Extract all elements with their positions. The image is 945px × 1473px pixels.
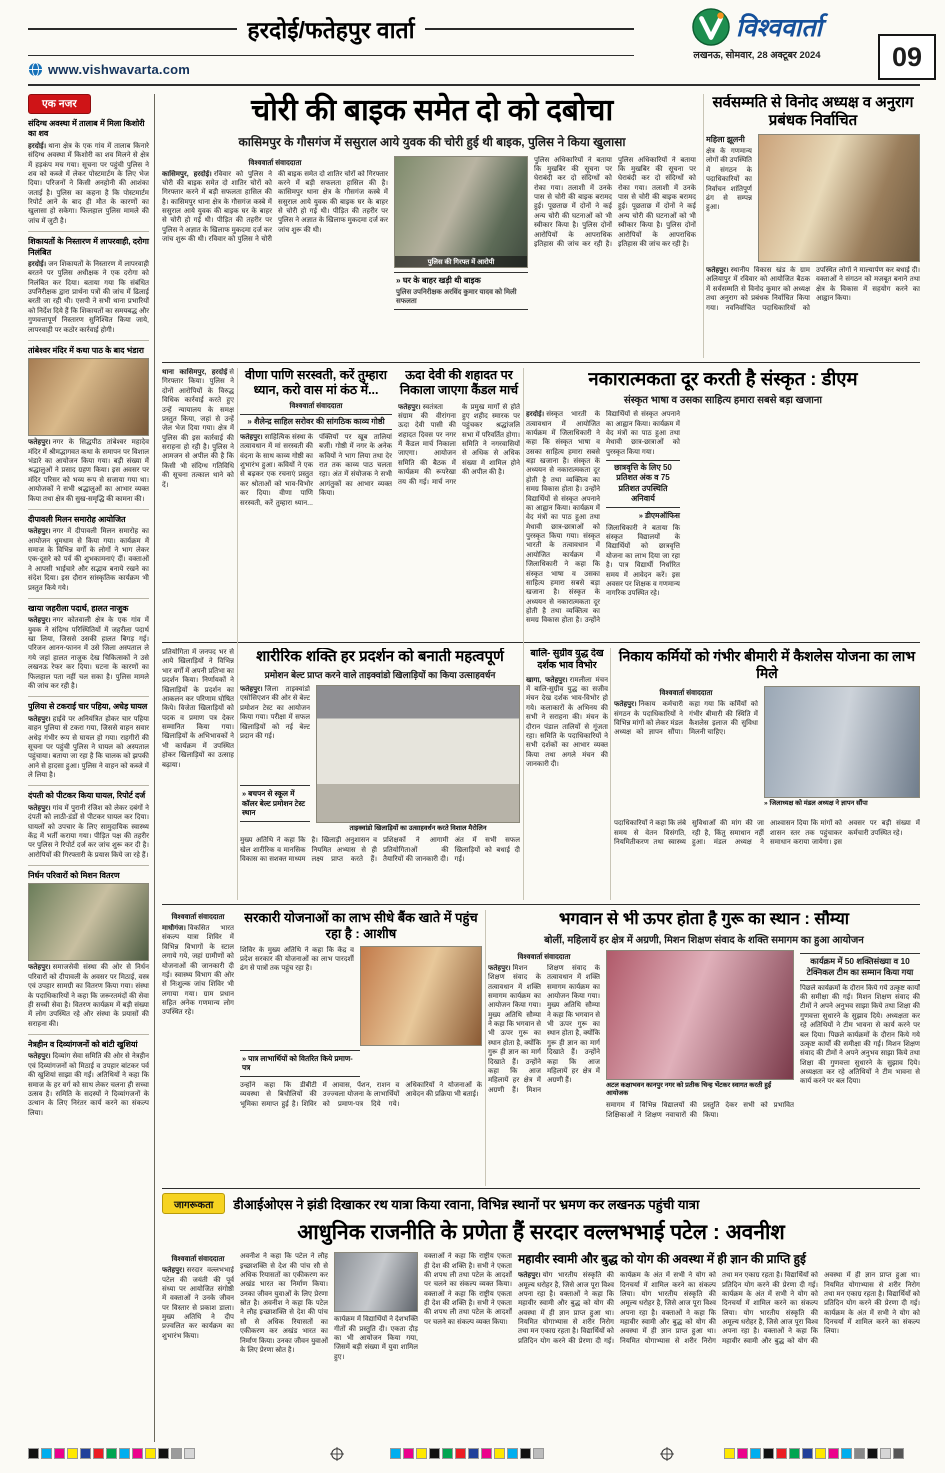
news-brief: [28, 791, 149, 866]
uda-devi-dateline: फतेहपुर।: [398, 403, 421, 411]
yojna-grid: [162, 910, 482, 1176]
patel-body-mid: कार्यक्रम में विद्यार्थियों ने देशभक्ति गीतों की प्रस्तुति दी। एकता दौड़ का भी आयोजन किया गया, जिसमें बड़ी संख्या में युवा शामिल हुए।: [334, 1316, 418, 1361]
sanskrit-dateline: हरदोई।: [526, 411, 545, 419]
news-brief: [28, 119, 149, 232]
brief-dateline: फतेहपुर।: [28, 804, 51, 812]
website-url: www.vishwavarta.com: [48, 61, 191, 77]
brand-block: [642, 8, 872, 61]
brief-dateline: फतेहपुर।: [28, 964, 51, 972]
registration-target-icon: [330, 1447, 344, 1461]
brief-photo: [28, 883, 149, 961]
bali-dateline: खागा, फतेहपुर।: [526, 676, 568, 684]
uda-devi-body: स्वतंत्रता संग्राम की वीरांगना ऊदा देवी पासी की शहादत दिवस पर नगर में कैंडल मार्च निकाला जाएगा। आयोजन समिति की बैठक में कार्यक्रम की रूपरेखा तय की गई। मार्च नगर के प्रमुख मार्गों से होते हुए शहीद स्मारक पर पहुंचकर श्रद्धांजलि सभा में परिवर्तित होगा। समिति ने नगरवासियों से अधिक से अधिक संख्या में शामिल होने की अपील की है।: [398, 403, 520, 486]
guru-photo-cell: [606, 950, 794, 1168]
guru-story: [488, 910, 920, 1186]
nikay-photo-caption: » जिलाध्यक्ष को मंडल अध्यक्ष ने ज्ञापन सौंपा: [764, 800, 868, 808]
brief-headline: दीपावली मिलन समारोह आयोजित: [28, 514, 126, 524]
lead-jump-bold: थाना कासिमपुर, हरदोई: [162, 369, 228, 376]
news-brief: [28, 702, 149, 786]
brief-dateline: फतेहपुर।: [28, 439, 51, 447]
lead-right-columns: [534, 156, 696, 362]
masthead-divider-2: [28, 84, 920, 86]
lead-dateline: कासिमपुर, हरदोई।: [162, 170, 212, 178]
yojna-body: शिविर के मुख्य अतिथि ने कहा कि केंद्र व प्रदेश सरकार की योजनाओं का लाभ पारदर्शी ढंग से पात्रों तक पहुंच रहा है।: [240, 946, 354, 973]
sanskrit-deck: संस्कृत भाषा व उसका साहित्य हमारा सबसे बड़ा खजाना: [623, 395, 823, 407]
section-rule: [162, 362, 920, 363]
taekwondo-photo: [316, 685, 520, 823]
yojna-quote-box: [240, 1050, 360, 1077]
patel-photo: [334, 1252, 418, 1312]
patel-column-2: [240, 1252, 328, 1438]
yojna-side-column: [162, 910, 234, 1176]
nikay-byline: विश्ववार्ता संवाददाता: [659, 688, 713, 698]
lead-headline: चोरी की बाइक समेत दो को दबोचा: [251, 94, 613, 127]
patel-sub-dateline: फतेहपुर।: [518, 1272, 541, 1280]
yojna-headline: सरकारी योजनाओं का लाभ सीधे बैंक खाते में पहुंच रहा है : आशीष: [244, 910, 478, 941]
patel-story: [162, 1220, 920, 1438]
election-photo-row: [706, 134, 920, 262]
taekwondo-body: जिला ताइक्वांडो एसोसिएशन की ओर से बेल्ट प्रमोशन टेस्ट का आयोजन किया गया। परीक्षा में सफल खिलाड़ियों को नई बेल्ट प्रदान की गई।: [240, 686, 310, 740]
yojna-bottom-columns: [240, 1081, 482, 1155]
lead-body-2: पुलिस अधिकारियों ने बताया कि मुखबिर की सूचना पर घेराबंदी कर दो संदिग्धों को रोका गया। तलाशी में उनके पास से चोरी की बाइक बरामद हुई। पूछताछ में दोनों ने कई अन्य चोरी की घटनाओं को भी स्वीकार किया है। पुलिस दोनों आरोपियों के आपराधिक इतिहास की जांच कर रही है। पुलिस अधिकारियों ने बताया कि मुखबिर की सूचना पर घेराबंदी कर दो संदिग्धों को रोका गया। तलाशी में उनके पास से चोरी की बाइक बरामद हुई। पूछताछ में दोनों ने कई अन्य चोरी की घटनाओं को भी स्वीकार किया है। पुलिस दोनों आरोपियों के आपराधिक इतिहास की जांच कर रही है।: [534, 156, 696, 248]
lead-photo-cell: [394, 156, 528, 362]
awareness-label: जागरूकता: [162, 1193, 225, 1214]
lead-body-grid: [162, 156, 702, 362]
guru-side-body: पिछले कार्यक्रमों के दौरान किये गये उत्कृष्ट कार्यों की समीक्षा की गई। मिशन शिक्षण संवाद की टीमों ने अपने अनुभव साझा किये तथा शिक्षा की गुणवत्ता सुधारने के सुझाव दिये। अध्यक्षता कर रहे अतिथियों ने टीम भावना से कार्य करने पर बल दिया। पिछले कार्यक्रमों के दौरान किये गये उत्कृष्ट कार्यों की समीक्षा की गई। मिशन शिक्षण संवाद की टीमों ने अपने अनुभव साझा किये तथा शिक्षा की गुणवत्ता सुधारने के सुझाव दिये। अध्यक्षता कर रहे अतिथियों ने टीम भावना से कार्य करने पर बल दिया।: [800, 984, 920, 1086]
sanskrit-body: संस्कृत भारती के तत्वावधान में आयोजित कार्यक्रम में जिलाधिकारी ने कहा कि संस्कृत भाषा व उसका साहित्य हमारा सबसे बड़ा खजाना है। संस्कृत के अध्ययन से नकारात्मकता दूर होती है तथा व्यक्तित्व का समग्र विकास होता है। उन्होंने विद्यार्थियों से संस्कृत अपनाने का आह्वान किया। कार्यक्रम में वेद मंत्रों का पाठ हुआ तथा मेधावी छात्र-छात्राओं को पुरस्कृत किया गया। संस्कृत भारती के तत्वावधान में आयोजित कार्यक्रम में जिलाधिकारी ने कहा कि संस्कृत भाषा व उसका साहित्य हमारा सबसे बड़ा खजाना है। संस्कृत के अध्ययन से नकारात्मकता दूर होती है तथा व्यक्तित्व का समग्र विकास होता है। उन्होंने विद्यार्थियों से संस्कृत अपनाने का आह्वान किया। कार्यक्रम में वेद मंत्रों का पाठ हुआ तथा मेधावी छात्र-छात्राओं को पुरस्कृत किया गया।: [526, 411, 680, 625]
lead-story: [162, 94, 702, 362]
yojna-photo-row: [240, 946, 482, 1046]
guru-body: मिशन शिक्षण संवाद के तत्वावधान में शक्ति समागम कार्यक्रम का आयोजन किया गया। मुख्य अतिथि सौम्या ने कहा कि भगवान से भी ऊपर गुरू का स्थान होता है, क्योंकि गुरू ही ज्ञान का मार्ग दिखाते हैं। उन्होंने कहा कि आज महिलायें हर क्षेत्र में अग्रणी हैं। मिशन शिक्षण संवाद के तत्वावधान में शक्ति समागम कार्यक्रम का आयोजन किया गया। मुख्य अतिथि सौम्या ने कहा कि भगवान से भी ऊपर गुरू का स्थान होता है, क्योंकि गुरू ही ज्ञान का मार्ग दिखाते हैं। उन्होंने कहा कि आज महिलायें हर क्षेत्र में अग्रणी हैं।: [488, 964, 600, 1094]
masthead-rule-left: [28, 28, 237, 30]
veena-story: [240, 368, 392, 638]
lead-jump-body: से गिरफ्तार किया। पुलिस ने दोनों आरोपियों के विरुद्ध विधिक कार्रवाई करते हुए उन्हें न्यायालय के समक्ष प्रस्तुत किया, जहां से उन्हें जेल भेज दिया गया। क्षेत्र में पुलिस की इस कार्रवाई की सराहना हो रही है। पुलिस ने आमजन से अपील की है कि किसी भी संदिग्ध गतिविधि की सूचना तत्काल थाने को दें।: [162, 369, 234, 489]
patel-byline: विश्ववार्ता संवाददाता: [171, 1254, 225, 1264]
taekwondo-story: [240, 648, 520, 900]
patel-grid: [162, 1252, 920, 1438]
election-story: [706, 94, 920, 358]
election-dateline: फतेहपुर।: [706, 267, 729, 274]
nikay-bottom-columns: [614, 819, 920, 887]
guru-side-column: [800, 950, 920, 1168]
registration-marks: [390, 1448, 544, 1459]
sanskrit-columns: [526, 410, 920, 632]
awareness-headline: डीआईओएस ने झंडी दिखाकर रथ यात्रा किया रवाना, विभिन्न स्थानों पर भ्रमण कर लखनऊ पहुंची यात्रा: [233, 1196, 700, 1212]
brand-name: विश्ववार्ता: [735, 14, 822, 42]
masthead-rule-right: [425, 28, 634, 30]
bali-story: [526, 648, 608, 900]
guru-grid: [488, 950, 920, 1168]
taekwondo-quote-box: [240, 785, 310, 822]
sanskrit-subhead-source: » डीएमऑफिस: [638, 510, 680, 520]
taekwondo-photo-row: [240, 685, 520, 833]
column-rule: [523, 368, 524, 900]
briefs-column-title: एक नजर: [28, 94, 91, 114]
patel-dateline: फतेहपुर।: [162, 1267, 185, 1275]
uda-devi-headline: ऊदा देवी की शहादत पर निकाला जाएगा कैंडल मार्च: [399, 368, 519, 398]
yojna-side-body: विकसित भारत संकल्प यात्रा शिविर में विभिन्न विभागों के स्टाल लगाये गये, जहां ग्रामीणों को योजनाओं की जानकारी दी गई। स्वास्थ्य विभाग की ओर से निःशुल्क जांच शिविर भी लगाया गया। ग्राम प्रधान सहित अनेक गणमान्य लोग उपस्थित रहे।: [162, 925, 234, 1017]
bali-headline: बालि- सुग्रीव युद्ध देख दर्शक भाव विभोर: [530, 648, 604, 672]
lead-photo: [394, 156, 528, 268]
brief-headline: दंपती को पीटकर किया घायल, रिपोर्ट दर्ज: [28, 791, 146, 801]
brief-headline: पुलिया से टकराई चार पहिया, अधेड़ घायल: [28, 702, 148, 712]
guru-dateline: फतेहपुर।: [488, 964, 511, 972]
nikay-photo-cell: [764, 686, 920, 816]
patel-sub-headline: महावीर स्वामी और बुद्ध को योग की अवस्था में ही ज्ञान की प्राप्ति हुई: [518, 1252, 806, 1267]
globe-icon: [28, 62, 43, 77]
column-rule: [703, 94, 704, 358]
guru-headline: भगवान से भी ऊपर होता है गुरू का स्थान : सौम्या: [558, 910, 850, 928]
election-side-body: क्षेत्र के गणमान्य लोगों की उपस्थिति में संगठन के पदाधिकारियों का निर्वाचन शांतिपूर्ण ढंग से सम्पन्न हुआ।: [706, 148, 752, 212]
election-body: स्थानीय विकास खंड के ग्राम अलियापुर में रविवार को आयोजित बैठक में सर्वसम्मति से विनोद कुमार को अध्यक्ष तथा अनुराग को प्रबंधक निर्वाचित किया गया। नवनिर्वाचित पदाधिकारियों को उपस्थित लोगों ने माल्यार्पण कर बधाई दी। वक्ताओं ने संगठन को मजबूत बनाने तथा क्षेत्र के विकास में सहयोग करने का आह्वान किया।: [706, 267, 920, 312]
taekwondo-photo-caption: ताइक्वांडो खिलाड़ियों का उत्साहवर्धन करते विशाल मैरोलिन: [349, 825, 487, 832]
brief-dateline: फतेहपुर।: [28, 1053, 51, 1061]
election-crosshead: महिला झूलनी: [706, 135, 745, 144]
bali-body: रामलीला मंचन में बालि-सुग्रीव युद्ध का सजीव मंचन देख दर्शक भाव-विभोर हो गये। कलाकारों के अभिनय की सभी ने सराहना की। मंचन के दौरान पंडाल तालियों से गूंजता रहा। समिति के पदाधिकारियों ने सभी दर्शकों का आभार व्यक्त किया तथा अगले मंचन की जानकारी दी।: [526, 676, 608, 769]
brief-body: दिव्यांग सेवा समिति की ओर से नेत्रहीन एवं दिव्यांगजनों को मिठाई व उपहार बांटकर पर्व की खुशियां साझा की गईं। अतिथियों ने कहा कि समाज के हर वर्ग को साथ लेकर चलना ही सच्चा उत्सव है। समिति के सदस्यों ने दिव्यांगजनों के उत्थान के लिए निरंतर कार्य करने का संकल्प लिया।: [28, 1053, 149, 1117]
brief-body: थाना क्षेत्र के एक गांव में तालाब किनारे संदिग्ध अवस्था में किशोरी का शव मिलने से क्षेत्र में हड़कंप मच गया। सूचना पर पहुंची पुलिस ने शव को कब्जे में लेकर पोस्टमार्टम के लिए भेज दिया। परिजनों ने किसी अनहोनी की आशंका जताई है। पुलिस का कहना है कि पोस्टमार्टम रिपोर्ट आने के बाद ही मौत के कारणों का खुलासा हो सकेगा। फिलहाल पुलिस मामले की जांच में जुटी है।: [28, 142, 149, 225]
election-photo: [758, 134, 920, 262]
patel-sub-body: योग भारतीय संस्कृति की अमूल्य धरोहर है, जिसे आज पूरा विश्व अपना रहा है। वक्ताओं ने कहा कि महावीर स्वामी और बुद्ध को योग की अवस्था में ही ज्ञान प्राप्त हुआ था। नियमित योगाभ्यास से शरीर निरोग तथा मन एकाग्र रहता है। विद्यार्थियों को प्रतिदिन योग करने की प्रेरणा दी गई। कार्यक्रम के अंत में सभी ने योग को दिनचर्या में शामिल करने का संकल्प लिया। योग भारतीय संस्कृति की अमूल्य धरोहर है, जिसे आज पूरा विश्व अपना रहा है। वक्ताओं ने कहा कि महावीर स्वामी और बुद्ध को योग की अवस्था में ही ज्ञान प्राप्त हुआ था। नियमित योगाभ्यास से शरीर निरोग तथा मन एकाग्र रहता है। विद्यार्थियों को प्रतिदिन योग करने की प्रेरणा दी गई। कार्यक्रम के अंत में सभी ने योग को दिनचर्या में शामिल करने का संकल्प लिया। योग भारतीय संस्कृति की अमूल्य धरोहर है, जिसे आज पूरा विश्व अपना रहा है। वक्ताओं ने कहा कि महावीर स्वामी और बुद्ध को योग की अवस्था में ही ज्ञान प्राप्त हुआ था। नियमित योगाभ्यास से शरीर निरोग तथा मन एकाग्र रहता है। विद्यार्थियों को प्रतिदिन योग करने की प्रेरणा दी गई। कार्यक्रम के अंत में सभी ने योग को दिनचर्या में शामिल करने का संकल्प लिया।: [518, 1272, 920, 1345]
brief-dateline: हरदोई।: [28, 260, 47, 268]
patel-headline: आधुनिक राजनीति के प्रणेता हैं सरदार वल्लभभाई पटेल : अवनीश: [297, 1221, 785, 1244]
brief-dateline: फतेहपुर।: [28, 528, 51, 536]
registration-target-icon: [660, 1447, 674, 1461]
nikay-photo-row: [614, 686, 920, 816]
taekwondo-headline: शारीरिक शक्ति हर प्रदर्शन को बनाती महत्वपूर्ण: [256, 648, 504, 665]
nikay-headline: निकाय कर्मियों को गंभीर बीमारी में कैशलेस योजना का लाभ मिले: [618, 648, 916, 682]
veena-crosshead: » शैलेन्द्र साहिल सरोवर की सांगठिक काव्य गोष्ठी: [240, 414, 392, 430]
news-brief: [28, 346, 149, 510]
guru-byline: विश्ववार्ता संवाददाता: [517, 951, 571, 961]
lead-quote-title: » घर के बाहर खड़ी थी बाइक: [396, 275, 481, 285]
taekwondo-left-cell: [240, 685, 310, 833]
lead-photo-caption: पुलिस की गिरफ्त में आरोपी: [395, 256, 527, 267]
brief-headline: तांबेश्वर मंदिर में कथा पाठ के बाद भंडारा: [28, 345, 144, 355]
veena-headline: वीणा पाणि सरस्वती, करें तुम्हारा ध्यान, करो वास मां कंठ में...: [244, 368, 387, 398]
guru-body-2: समागम में विभिन्न विद्यालयों की शिक्षिकाओं ने शिक्षण नवाचारों की प्रस्तुति देकर सभी को प्रभावित किया।: [606, 1102, 794, 1119]
news-brief: [28, 871, 149, 1035]
brief-dateline: फतेहपुर।: [28, 617, 51, 625]
column-rule: [485, 910, 486, 1186]
sanskrit-story: [526, 368, 920, 638]
patel-sub-story: [518, 1252, 920, 1438]
masthead-divider-1: [28, 55, 634, 56]
edition-dateline: लखनऊ, सोमवार, 28 अक्टूबर 2024: [693, 50, 821, 61]
brief-headline: संदिग्ध अवस्था में तालाब में मिला किशोरी का शव: [28, 119, 145, 139]
veena-dateline: फतेहपुर।: [240, 433, 263, 441]
lead-quote-subtitle: पुलिस उपनिरीक्षक अरविंद कुमार यादव को मिली सफलता: [396, 289, 517, 306]
awareness-band: [162, 1193, 920, 1214]
patel-body-b: अवनीश ने कहा कि पटेल ने लौह इच्छाशक्ति से देश की पांच सौ से अधिक रियासतों का एकीकरण कर अखंड भारत का निर्माण किया। उनका जीवन युवाओं के लिए प्रेरणा स्रोत है। अवनीश ने कहा कि पटेल ने लौह इच्छाशक्ति से देश की पांच सौ से अधिक रियासतों का एकीकरण कर अखंड भारत का निर्माण किया। उनका जीवन युवाओं के लिए प्रेरणा स्रोत है।: [240, 1253, 328, 1354]
patel-column-3: [334, 1252, 418, 1438]
patel-body-c: वक्ताओं ने कहा कि राष्ट्रीय एकता ही देश की शक्ति है। सभी ने एकता की शपथ ली तथा पटेल के आदर्शों पर चलने का संकल्प व्यक्त किया। वक्ताओं ने कहा कि राष्ट्रीय एकता ही देश की शक्ति है। सभी ने एकता की शपथ ली तथा पटेल के आदर्शों पर चलने का संकल्प व्यक्त किया।: [424, 1253, 512, 1326]
website-link[interactable]: [28, 60, 190, 78]
veena-byline: विश्ववार्ता संवाददाता: [289, 400, 343, 410]
uda-devi-story: [398, 368, 520, 638]
lead-deck: कासिमपुर के गौसगंज में ससुराल आये युवक की चोरी हुई थी बाइक, पुलिस ने किया खुलासा: [238, 134, 626, 149]
section-title-row: [28, 12, 634, 46]
news-brief: [28, 604, 149, 697]
brief-body: नगर में दीपावली मिलन समारोह का आयोजन धूमधाम से किया गया। कार्यक्रम में समाज के विभिन्न वर्गों के लोगों ने भाग लेकर एक-दूसरे को पर्व की शुभकामनाएं दीं। वक्ताओं ने आपसी भाईचारे और सद्भाव बनाये रखने का संदेश दिया। इस दौरान सांस्कृतिक कार्यक्रम भी प्रस्तुत किये गये।: [28, 528, 149, 592]
taekwondo-quote: » बचपन से स्कूल में कॉलर बेल्ट प्रमोशन टेस्ट स्थान: [242, 789, 305, 818]
page-number: 09: [878, 34, 936, 80]
nikay-body: निकाय कर्मचारी संगठन के पदाधिकारियों ने विभिन्न मांगों को लेकर मंडल अध्यक्ष को ज्ञापन सौंपा। कहा गया कि कर्मियों को गंभीर बीमारी की स्थिति में कैशलेस इलाज की सुविधा मिलनी चाहिए।: [614, 701, 758, 737]
taekwondo-deck: प्रमोशन बेल्ट प्राप्त करने वाले ताइक्वांडो खिलाड़ियों का किया उत्साहवर्धन: [264, 670, 496, 680]
brief-body: समाजसेवी संस्था की ओर से निर्धन परिवारों को दीपावली के अवसर पर मिठाई, वस्त्र एवं उपहार सामग्री का वितरण किया गया। संस्था के पदाधिकारियों ने कहा कि जरूरतमंदों की सेवा ही सच्ची सेवा है। वितरण कार्यक्रम में बड़ी संख्या में लोग उपस्थित रहे और संस्था के प्रयासों की सराहना की।: [28, 964, 149, 1028]
yojna-byline: विश्ववार्ता संवाददाता: [171, 912, 225, 921]
sanskrit-body-2: जिलाधिकारी ने बताया कि संस्कृत विद्यालयों के विद्यार्थियों को छात्रवृत्ति योजना का लाभ दिया जा रहा है। पात्र विद्यार्थी निर्धारित समय में आवेदन करें। इस अवसर पर शिक्षक व गणमान्य नागरिक उपस्थित रहे।: [606, 524, 680, 598]
lead-quote-box: [394, 272, 528, 311]
brief-body: गांव में पुरानी रंजिश को लेकर दबंगों ने दंपती को लाठी-डंडों से पीटकर घायल कर दिया। घायलों को उपचार के लिए सामुदायिक स्वास्थ्य केंद्र में भर्ती कराया गया। पीड़ित पक्ष की तहरीर पर पुलिस ने रिपोर्ट दर्ज कर जांच शुरू कर दी है। आरोपियों की गिरफ्तारी के प्रयास किये जा रहे हैं।: [28, 804, 149, 859]
taekwondo-photo-cell: [316, 685, 520, 833]
lead-byline: विश्ववार्ता संवाददाता: [248, 157, 302, 167]
sanskrit-headline: नकारात्मकता दूर करती है संस्कृत : डीएम: [588, 368, 858, 389]
brief-headline: शिकायतों के निस्तारण में लापरवाही, दरोगा निलंबित: [28, 237, 149, 257]
brief-body: नगर के सिद्धपीठ तांबेश्वर महादेव मंदिर में श्रीमद्भागवत कथा के समापन पर विशाल भंडारे का आयोजन किया गया। बड़ी संख्या में श्रद्धालुओं ने प्रसाद ग्रहण किया। इस अवसर पर मंदिर परिसर को भव्य रूप से सजाया गया था। आयोजकों ने सभी श्रद्धालुओं का आभार व्यक्त किया तथा क्षेत्र की सुख-समृद्धि की कामना की।: [28, 439, 149, 503]
brief-headline: निर्धन परिवारों को मिशन वितरण: [28, 871, 120, 881]
vishwavarta-logo: [692, 8, 730, 46]
guru-deck: बोलीं, महिलायें हर क्षेत्र में अग्रणी, मिशन शिक्षण संवाद के शक्ति समागम का हुआ आयोजन: [544, 934, 864, 946]
brief-body: नगर कोतवाली क्षेत्र के एक गांव में युवक ने संदिग्ध परिस्थितियों में जहरीला पदार्थ खा लिया, जिससे उसकी हालत बिगड़ गई। परिजन आनन-फानन में उसे जिला अस्पताल ले गये जहां हालत नाजुक देख चिकित्सकों ने उसे लखनऊ रेफर कर दिया। घटना के कारणों का फिलहाल पता नहीं चल सका है। पुलिस मामले की जांच कर रही है।: [28, 617, 149, 690]
nikay-story: [614, 648, 920, 900]
patel-column-4: [424, 1252, 512, 1438]
brief-dateline: फतेहपुर।: [28, 715, 51, 723]
sanskrit-subhead: छात्रवृत्ति के लिए 50 प्रतिशत अंक व 75 प्रतिशत उपस्थिति अनिवार्य: [606, 460, 680, 508]
section-title: हरदोई/फतेहपुर वार्ता: [247, 17, 415, 43]
section-rule: [162, 1188, 920, 1189]
section-rule: [162, 642, 920, 643]
brief-photo: [28, 358, 149, 436]
yojna-quote: » पात्र लाभार्थियों को वितरित किये प्रमाण-पत्र: [242, 1053, 353, 1073]
yojna-photo: [360, 946, 482, 1046]
nikay-body-2: पदाधिकारियों ने कहा कि लंबे समय से वेतन विसंगति, नियमितीकरण तथा स्वास्थ्य सुविधाओं की मांग की जा रही है, किंतु समाधान नहीं हुआ। मंडल अध्यक्ष ने आश्वासन दिया कि मांगों को शासन स्तर तक पहुंचाकर समाधान कराया जायेगा। इस अवसर पर बड़ी संख्या में कर्मचारी उपस्थित रहे।: [614, 820, 920, 846]
brief-headline: खाया जहरीला पदार्थ, हालत नाजुक: [28, 603, 129, 613]
brief-headline: नेत्रहीन व दिव्यांगजनों को बांटी खुशियां: [28, 1040, 138, 1050]
lead-body: रविवार को पुलिस ने चोरी की बाइक समेत दो शातिर चोरों को गिरफ्तार करने में बड़ी सफलता हासिल की है। कासिमपुर थाना क्षेत्र के गौसगंज कस्बे में ससुराल आये युवक की बाइक घर के बाहर से चोरी हो गई थी। पीड़ित की तहरीर पर पुलिस ने अज्ञात के खिलाफ मुकदमा दर्ज कर जांच शुरू की थी। रविवार को पुलिस ने चोरी की बाइक समेत दो शातिर चोरों को गिरफ्तार करने में बड़ी सफलता हासिल की है। कासिमपुर थाना क्षेत्र के गौसगंज कस्बे में ससुराल आये युवक की बाइक घर के बाहर से चोरी हो गई थी। पीड़ित की तहरीर पर पुलिस ने अज्ञात के खिलाफ मुकदमा दर्ज कर जांच शुरू की थी।: [162, 170, 388, 244]
guru-left-column: [488, 950, 600, 1168]
taekwondo-dateline: फतेहपुर।: [240, 686, 263, 693]
guru-photo: [606, 950, 794, 1080]
registration-marks: [724, 1448, 904, 1459]
brief-body: हाईवे पर अनियंत्रित होकर चार पहिया वाहन पुलिया से टकरा गया, जिससे वाहन सवार अधेड़ गंभीर रूप से घायल हो गया। राहगीरों की सूचना पर पहुंची पुलिस ने घायल को अस्पताल पहुंचाया। बताया जा रहा है कि चालक को झपकी आने से हादसा हुआ। पुलिस ने वाहन को कब्जे में ले लिया है।: [28, 715, 149, 779]
column-rule: [237, 368, 238, 900]
news-brief: [28, 237, 149, 341]
yojna-main-cell: [240, 910, 482, 1176]
nikay-dateline: फतेहपुर।: [614, 701, 637, 709]
guru-side-headline: कार्यक्रम में 50 शक्तिसंख्या व 10 टेक्निकल टीम का सम्मान किया गया: [800, 953, 920, 981]
election-headline: सर्वसम्मति से विनोद अध्यक्ष व अनुराग प्रबंधक निर्वाचित: [712, 94, 914, 129]
news-brief: [28, 1040, 149, 1123]
lead-left-columns: [162, 156, 388, 362]
section-rule: [162, 904, 920, 905]
taekwondo-body-2: मुख्य अतिथि ने कहा कि खेल शारीरिक व मानसिक विकास का सशक्त माध्यम है। खिलाड़ी अनुशासन व नियमित अभ्यास से ही लक्ष्य प्राप्त करते हैं। प्रशिक्षकों ने आगामी प्रतियोगिताओं की तैयारियों की जानकारी दी। अंत में सभी सफल खिलाड़ियों को बधाई दी गई।: [240, 837, 520, 863]
filler-column: [162, 648, 234, 900]
yojna-dateline: माधौगंज।: [162, 925, 186, 932]
patel-body-a: सरदार वल्लभभाई पटेल की जयंती की पूर्व संध्या पर आयोजित संगोष्ठी में वक्ताओं ने उनके जीवन पर विस्तार से प्रकाश डाला। मुख्य अतिथि ने दीप प्रज्वलित कर कार्यक्रम का शुभारंभ किया।: [162, 1267, 234, 1340]
yojna-story: [162, 910, 482, 1186]
column-rule: [610, 648, 611, 900]
veena-body: साहित्यिक संस्था के तत्वावधान में मां सरस्वती की वंदना के साथ काव्य गोष्ठी का शुभारंभ हुआ। कवियों ने एक से बढ़कर एक रचनाएं प्रस्तुत कर श्रोताओं को भाव-विभोर कर दिया। वीणा पाणि सरस्वती, करें तुम्हारा ध्यान... पंक्तियों पर खूब तालियां बजीं। गोष्ठी में नगर के अनेक कवियों ने भाग लिया तथा देर रात तक काव्य पाठ चलता रहा। अंत में संयोजक ने सभी आगंतुकों का आभार व्यक्त किया।: [240, 433, 392, 507]
news-brief: [28, 515, 149, 599]
lead-jump-column: [162, 368, 234, 636]
nikay-left-cell: [614, 686, 758, 816]
patel-column-1: [162, 1252, 234, 1438]
briefs-column: [28, 94, 155, 1442]
taekwondo-bottom-columns: [240, 836, 520, 878]
registration-marks: [28, 1448, 195, 1459]
brief-dateline: हरदोई।: [28, 142, 47, 150]
yojna-body-3: उन्होंने कहा कि डीबीटी व्यवस्था से बिचौलियों की भूमिका समाप्त हुई है। शिविर में आवास, पेंशन, राशन व उज्ज्वला योजना के लाभार्थियों को प्रमाण-पत्र दिये गये। अधिकारियों ने योजनाओं के आवेदन की प्रक्रिया भी बताई।: [240, 1081, 482, 1108]
nikay-photo: [764, 686, 920, 798]
taekwondo-left-body: प्रतियोगिता में जनपद भर से आये खिलाड़ियों ने विभिन्न भार वर्गों में अपनी प्रतिभा का प्रदर्शन किया। निर्णायकों ने खिलाड़ियों के प्रदर्शन का आकलन कर परिणाम घोषित किये। विजेता खिलाड़ियों को पदक व प्रमाण पत्र देकर सम्मानित किया गया। खिलाड़ियों के अभिभावकों ने भी कार्यक्रम में उपस्थित होकर खिलाड़ियों का उत्साह बढ़ाया।: [162, 649, 234, 769]
brief-body: जन शिकायतों के निस्तारण में लापरवाही बरतने पर पुलिस अधीक्षक ने एक दरोगा को निलंबित कर दिया। बताया गया कि संबंधित उपनिरीक्षक द्वारा प्रार्थना पत्रों की जांच में ढिलाई बरती जा रही थी। एसपी ने सभी थाना प्रभारियों को निर्देश दिये हैं कि शिकायतों का समयबद्ध और गुणवत्तापूर्ण निस्तारण सुनिश्चित किया जाये, लापरवाही पर कठोर कार्रवाई होगी।: [28, 260, 149, 334]
election-side-column: [706, 134, 752, 262]
guru-photo-caption: अटल कक्षाभवन कानपुर नगर को प्रतीक चिन्ह भेंटकर स्वागत करती हुईं आयोजक: [606, 1081, 772, 1098]
